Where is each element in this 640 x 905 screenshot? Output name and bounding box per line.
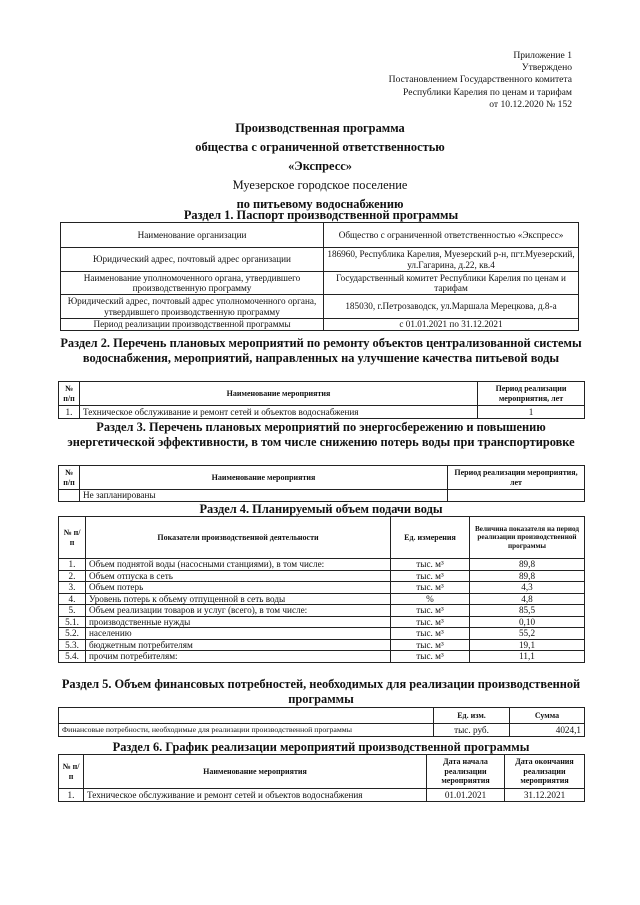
row-unit: тыс. м³ <box>391 582 470 594</box>
col-num-header: № п/п <box>59 466 80 490</box>
row-num: 5.1. <box>59 616 86 628</box>
approval-decree: Постановлением Государственного комитета <box>388 74 572 86</box>
table-row <box>61 295 579 319</box>
table-row <box>59 490 585 502</box>
col-sum-header: Сумма <box>510 708 585 724</box>
row-num: 1. <box>59 789 84 802</box>
row-unit: тыс. руб. <box>434 724 510 737</box>
passport-label: Юридический адрес, почтовый адрес уполномоченного органа, утвердившего производственную программу <box>61 295 324 319</box>
table-row <box>59 605 585 617</box>
row-name: Объем поднятой воды (насосными станциями), в том числе: <box>86 559 391 571</box>
row-unit: % <box>391 593 470 605</box>
row-name: прочим потребителям: <box>86 651 391 663</box>
row-unit: тыс. м³ <box>391 639 470 651</box>
section2-heading: Раздел 2. Перечень плановых мероприятий по ремонту объектов централизованной системы водоснабжения, мероприятий, направленных на улучшение качества питьевой воды <box>60 336 582 365</box>
row-value: 4,3 <box>470 582 585 594</box>
col-num-header: № п/п <box>59 517 86 559</box>
section5-heading: Раздел 5. Объем финансовых потребностей, необходимых для реализации производственной программы <box>61 677 581 706</box>
passport-label: Наименование уполномоченного органа, утвердившего производственную программу <box>61 272 324 295</box>
row-name: Техническое обслуживание и ремонт сетей и объектов водоснабжения <box>80 406 478 419</box>
table-row <box>61 223 579 248</box>
row-period <box>448 490 585 502</box>
row-unit: тыс. м³ <box>391 628 470 640</box>
row-value: 19,1 <box>470 639 585 651</box>
title-line-3: «Экспресс» <box>288 159 352 173</box>
row-name: Финансовые потребности, необходимые для реализации производственной программы <box>59 724 434 737</box>
title-line-4: Муезерское городское поселение <box>232 178 408 192</box>
row-name: Объем отпуска в сеть <box>86 570 391 582</box>
row-num: 5. <box>59 605 86 617</box>
row-value: 85,5 <box>470 605 585 617</box>
table-row <box>59 639 585 651</box>
passport-value: 186960, Республика Карелия, Муезерский р-н, пгт.Муезерский, ул.Гагарина, д.22, кв.4 <box>324 248 579 272</box>
row-num: 2. <box>59 570 86 582</box>
schedule-table <box>58 754 585 802</box>
passport-label: Юридический адрес, почтовый адрес организации <box>61 248 324 272</box>
row-num <box>59 490 80 502</box>
table-header-row <box>59 517 585 559</box>
table-row <box>59 570 585 582</box>
row-num: 5.3. <box>59 639 86 651</box>
approval-block <box>389 50 572 111</box>
col-unit-header: Ед. изм. <box>434 708 510 724</box>
row-name: Объем потерь <box>86 582 391 594</box>
table-row <box>59 789 585 802</box>
col-name-header: Наименование мероприятия <box>80 382 478 406</box>
row-value: 89,8 <box>470 570 585 582</box>
passport-value: с 01.01.2021 по 31.12.2021 <box>324 319 579 331</box>
document-title <box>0 119 640 214</box>
row-period: 1 <box>478 406 585 419</box>
passport-label: Период реализации производственной программы <box>61 319 324 331</box>
row-num: 1. <box>59 406 80 419</box>
row-value: 55,2 <box>470 628 585 640</box>
row-unit: тыс. м³ <box>391 616 470 628</box>
row-name: производственные нужды <box>86 616 391 628</box>
row-start: 01.01.2021 <box>427 789 505 802</box>
table-row <box>59 616 585 628</box>
table-row <box>59 582 585 594</box>
row-num: 3. <box>59 582 86 594</box>
row-name: Объем реализации товаров и услуг (всего), в том числе: <box>86 605 391 617</box>
col-period-header: Период реализации мероприятия, лет <box>478 382 585 406</box>
title-line-5: по питьевому водоснабжению <box>236 197 404 211</box>
row-end: 31.12.2021 <box>505 789 585 802</box>
passport-label: Наименование организации <box>61 223 324 248</box>
row-name: Техническое обслуживание и ремонт сетей и объектов водоснабжения <box>84 789 427 802</box>
col-start-header: Дата начала реализации мероприятия <box>427 755 505 789</box>
row-value: 4,8 <box>470 593 585 605</box>
col-name-header: Показатели производственной деятельности <box>86 517 391 559</box>
col-end-header: Дата окончания реализации мероприятия <box>505 755 585 789</box>
row-sum: 4024,1 <box>510 724 585 737</box>
passport-value: Общество с ограниченной ответственностью «Экспресс» <box>324 223 579 248</box>
table-row <box>61 272 579 295</box>
section4-heading: Раздел 4. Планируемый объем подачи воды <box>199 502 443 516</box>
section1-heading: Раздел 1. Паспорт производственной программы <box>183 208 459 222</box>
water-volume-table <box>58 516 585 663</box>
col-name-header: Наименование мероприятия <box>84 755 427 789</box>
table-header-row <box>59 755 585 789</box>
col-num-header: № п/п <box>59 755 84 789</box>
approval-appendix: Приложение 1 <box>513 50 572 61</box>
approval-approved: Утверждено <box>521 62 572 74</box>
row-unit: тыс. м³ <box>391 570 470 582</box>
table-row <box>61 319 579 331</box>
passport-value: 185030, г.Петрозаводск, ул.Маршала Мерецкова, д.8-а <box>324 295 579 319</box>
row-num: 5.4. <box>59 651 86 663</box>
row-unit: тыс. м³ <box>391 605 470 617</box>
table-header-row <box>59 466 585 490</box>
row-value: 11,1 <box>470 651 585 663</box>
table-row <box>59 651 585 663</box>
table-row <box>61 248 579 272</box>
row-num: 4. <box>59 593 86 605</box>
col-unit-header: Ед. измерения <box>391 517 470 559</box>
col-period-header: Период реализации мероприятия, лет <box>448 466 585 490</box>
row-name: Уровень потерь к объему отпущенной в сеть воды <box>86 593 391 605</box>
row-name: населению <box>86 628 391 640</box>
passport-value: Государственный комитет Республики Карелия по ценам и тарифам <box>324 272 579 295</box>
table-header-row <box>59 382 585 406</box>
row-num: 1. <box>59 559 86 571</box>
section3-heading: Раздел 3. Перечень плановых мероприятий по энергосбережению и повышению энергетической эффективности, в том числе снижению потерь воды при транспортировке <box>67 420 575 449</box>
energy-measures-table <box>58 465 585 502</box>
col-name-header <box>59 708 434 724</box>
table-row <box>59 559 585 571</box>
col-num-header: № п/п <box>59 382 80 406</box>
col-value-header: Величина показателя на период реализации производственной программы <box>470 517 585 559</box>
row-name: Не запланированы <box>80 490 448 502</box>
title-line-1: Производственная программа <box>235 121 405 135</box>
section6-heading: Раздел 6. График реализации мероприятий производственной программы <box>112 740 530 754</box>
col-name-header: Наименование мероприятия <box>80 466 448 490</box>
passport-table <box>60 222 579 331</box>
title-line-2: общества с ограниченной ответственностью <box>195 140 445 154</box>
financial-needs-table <box>58 707 585 737</box>
row-unit: тыс. м³ <box>391 559 470 571</box>
approval-date: от 10.12.2020 № 152 <box>489 98 572 110</box>
row-name: бюджетным потребителям <box>86 639 391 651</box>
table-row <box>59 628 585 640</box>
table-row <box>59 406 585 419</box>
approval-committee: Республики Карелия по ценам и тарифам <box>402 86 572 98</box>
row-value: 89,8 <box>470 559 585 571</box>
table-row <box>59 724 585 737</box>
row-num: 5.2. <box>59 628 86 640</box>
row-unit: тыс. м³ <box>391 651 470 663</box>
table-row <box>59 593 585 605</box>
table-header-row <box>59 708 585 724</box>
row-value: 0,10 <box>470 616 585 628</box>
repair-measures-table <box>58 381 585 419</box>
